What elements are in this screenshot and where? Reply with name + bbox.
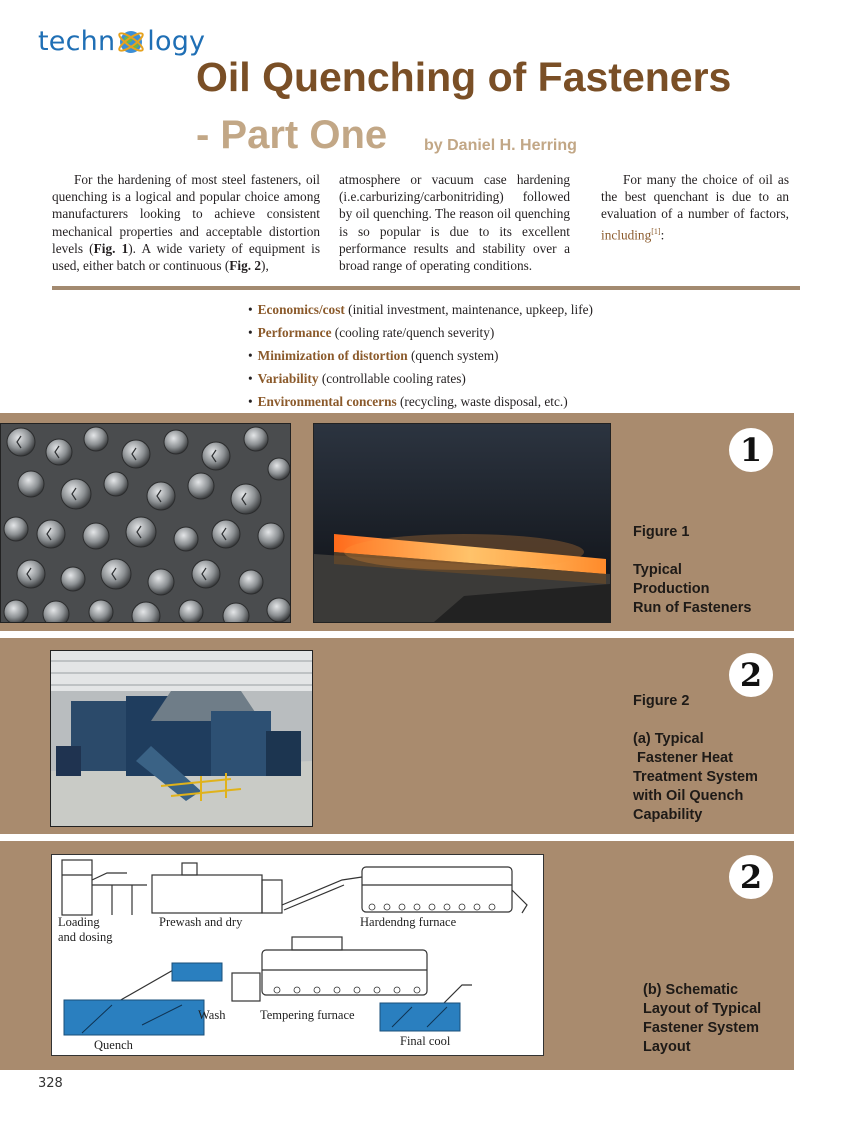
schematic-drawing [52, 855, 543, 1055]
furnace-image [314, 424, 610, 622]
col1-text-b: ). A wide variety of equipment is used, either batch or continuous ( [52, 240, 321, 274]
list-item-bold: Environmental concerns [257, 394, 397, 409]
logo-right-text: logy [147, 26, 206, 57]
figure1-number-badge: 1 [729, 428, 773, 472]
logo-left-text: techn [38, 26, 116, 57]
list-item-detail: (initial investment, maintenance, upkeep, life) [344, 302, 593, 317]
col2-paragraph: atmosphere or vacuum case hardening (i.e.carburizing/carbonitriding) followed by oil quenching. The reason oil quenching is so popular is due to its excellent performance results and stability over a broad range of operating conditions. [339, 172, 570, 274]
globe-icon [116, 27, 146, 57]
list-item: • Economics/cost (initial investment, maintenance, upkeep, life) [248, 302, 593, 317]
list-item-bold: Performance [257, 325, 332, 340]
author-byline: by Daniel H. Herring [424, 137, 577, 154]
schematic-layout-diagram [51, 854, 544, 1056]
figure2b-caption: (b) Schematic Layout of Typical Fastener System Layout [643, 982, 762, 1055]
col1-text-c: ), [261, 258, 269, 274]
col3-text: For many the choice of oil as the best quenchant is due to an evaluation of a number of factors, [601, 172, 789, 222]
label-final-cool: Final cool [400, 1034, 451, 1048]
col3-link: including [601, 227, 652, 243]
quench-furnace-photo [313, 423, 611, 623]
col3-end: : [660, 227, 665, 243]
col1-text-a: For the hardening of most steel fasteners, oil quenching is a logical and popular choice among manufacturers looking to achieve consistent mechanical properties and acceptable distortion levels ( [52, 172, 320, 256]
fasteners-image [1, 424, 290, 622]
article-title: Oil Quenching of Fasteners [196, 54, 732, 100]
figure1-caption: Figure 1 Typical Production Run of Fasteners [633, 524, 752, 616]
section-divider [52, 286, 800, 290]
figure2a-caption: Figure 2 (a) Typical Fastener Heat Treatment System with Oil Quench Capability [633, 693, 758, 823]
body-column-2 [339, 171, 570, 274]
label-tempering: Tempering furnace [260, 1008, 355, 1022]
col1-paragraph [52, 171, 320, 274]
list-item: • Variability (controllable cooling rates) [248, 371, 466, 386]
list-item-detail: (cooling rate/quench severity) [331, 325, 495, 340]
list-item-bold: Variability [257, 371, 319, 386]
label-prewash: Prewash and dry [159, 915, 243, 929]
list-item: • Environmental concerns (recycling, waste disposal, etc.) [248, 394, 568, 409]
fig2-ref: Fig. 2 [229, 258, 262, 274]
article-subtitle: - Part One [196, 113, 388, 157]
list-item-detail: (recycling, waste disposal, etc.) [396, 394, 568, 409]
list-item-bold: Minimization of distortion [257, 348, 408, 363]
body-column-1 [52, 171, 320, 274]
figure1-panel [0, 413, 794, 631]
list-item-detail: (quench system) [407, 348, 499, 363]
figure2a-panel [0, 638, 794, 834]
figure2b-number-badge: 2 [729, 855, 773, 899]
list-item-bold: Economics/cost [257, 302, 345, 317]
heat-treatment-system-photo [50, 650, 313, 827]
body-column-3 [601, 171, 789, 243]
label-quench: Quench [94, 1038, 133, 1052]
technology-logo [38, 26, 205, 57]
factory-image [51, 651, 312, 826]
fasteners-photo [0, 423, 291, 623]
page-number: 328 [38, 1076, 63, 1091]
list-item: • Performance (cooling rate/quench severity) [248, 325, 495, 340]
figure2a-number-badge: 2 [729, 653, 773, 697]
label-hardening: Hardendng furnace [360, 915, 457, 929]
list-item: • Minimization of distortion (quench system) [248, 348, 499, 363]
fig1-ref: Fig. 1 [93, 240, 129, 256]
label-wash: Wash [198, 1008, 226, 1022]
label-loading: Loading and dosing [58, 915, 113, 944]
col3-paragraph [601, 171, 789, 243]
reference-marker: [1] [651, 226, 661, 236]
factor-list [248, 298, 593, 413]
list-item-detail: (controllable cooling rates) [318, 371, 466, 386]
